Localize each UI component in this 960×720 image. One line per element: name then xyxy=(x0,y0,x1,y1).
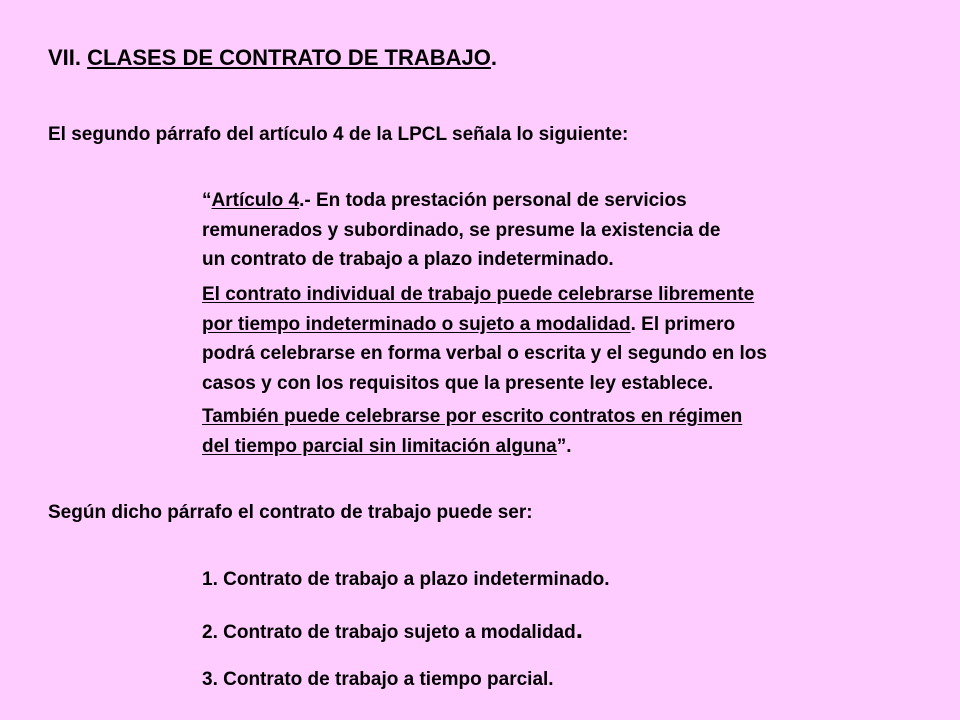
quote-p2-line2-underlined: por tiempo indeterminado o sujeto a modalidad xyxy=(202,313,631,335)
article-label: Artículo 4 xyxy=(211,190,300,211)
quote-p1-line1 xyxy=(202,186,942,216)
quote-p1-line1-rest: .- En toda prestación personal de servicios xyxy=(299,190,687,211)
list-item-2-dot: . xyxy=(575,614,583,644)
segun-text: Según dicho párrafo el contrato de trabajo puede ser: xyxy=(48,502,533,523)
quote-p2-line2-rest: . El primero xyxy=(630,313,736,335)
list-item-2-text: 2. Contrato de trabajo sujeto a modalidad xyxy=(202,622,576,643)
quote-p2-line4: casos y con los requisitos que la presente ley establece. xyxy=(202,372,714,394)
list-item-2 xyxy=(202,616,583,646)
intro-text: El segundo párrafo del artículo 4 de la LPCL señala lo siguiente: xyxy=(48,124,629,145)
quote-paragraph-3 xyxy=(202,402,942,461)
quote-p2-line3: podrá celebrarse en forma verbal o escrita y el segundo en los xyxy=(202,343,767,364)
close-quote: ”. xyxy=(556,435,572,457)
quote-p3-line2 xyxy=(202,432,942,462)
section-title xyxy=(48,44,497,72)
list-item-1: 1. Contrato de trabajo a plazo indeterminado. xyxy=(202,569,610,590)
title-prefix: VII. xyxy=(48,45,88,70)
list-item-3: 3. Contrato de trabajo a tiempo parcial. xyxy=(202,669,554,690)
quote-p3-line1: También puede celebrarse por escrito contratos en régimen xyxy=(202,406,743,427)
open-quote: “ xyxy=(202,190,212,211)
quote-p3-line2-underlined: del tiempo parcial sin limitación alguna xyxy=(202,435,557,457)
title-suffix: . xyxy=(490,45,498,70)
quote-p2-line1: El contrato individual de trabajo puede celebrarse libremente xyxy=(202,284,755,305)
quote-p1-line3: un contrato de trabajo a plazo indeterminado. xyxy=(202,249,614,270)
quote-paragraph-1 xyxy=(202,186,942,275)
quote-p2-line2 xyxy=(202,310,942,340)
title-underlined: CLASES DE CONTRATO DE TRABAJO xyxy=(87,45,491,70)
quote-p1-line2: remunerados y subordinado, se presume la existencia de xyxy=(202,219,721,241)
quote-paragraph-2 xyxy=(202,280,942,398)
